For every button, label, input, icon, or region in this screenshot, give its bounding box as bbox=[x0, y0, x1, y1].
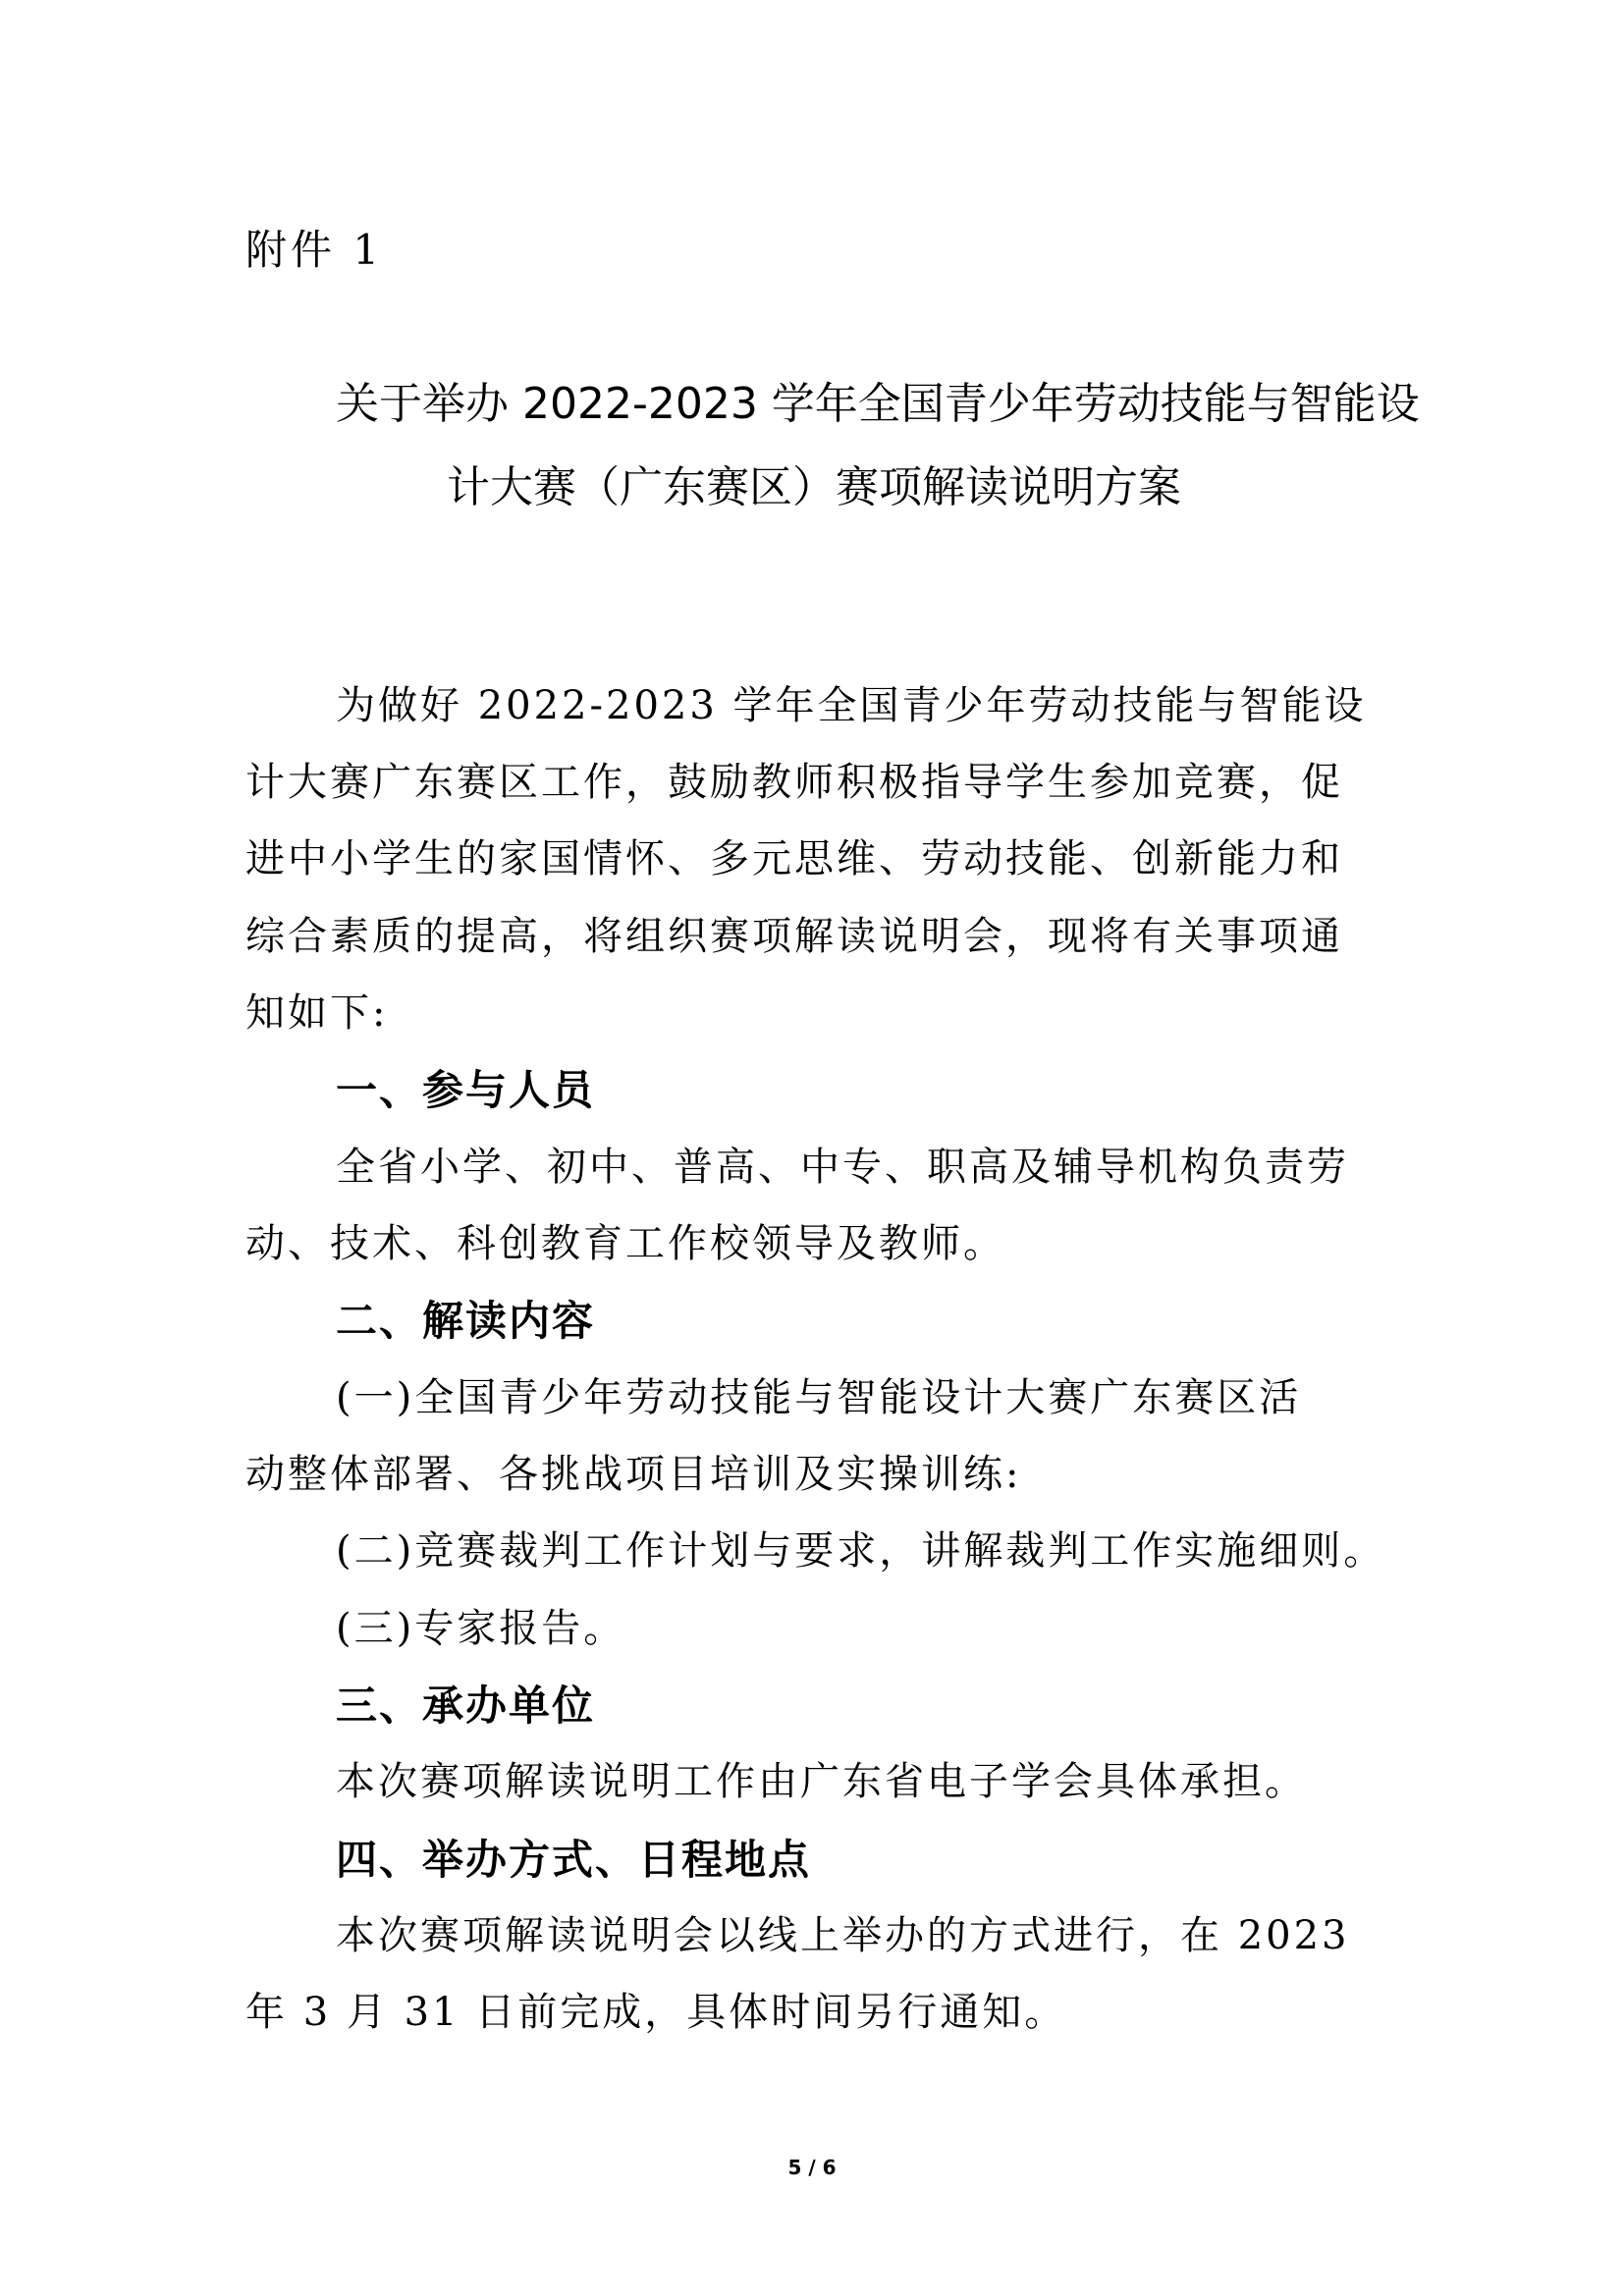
intro-line-1: 为做好 2022-2023 学年全国青少年劳动技能与智能设 bbox=[336, 683, 1367, 728]
section-heading-4: 四、举办方式、日程地点 bbox=[336, 1836, 812, 1884]
section-1-line-1: 全省小学、初中、普高、中专、职高及辅导机构负责劳 bbox=[336, 1145, 1349, 1190]
section-2-line-3: (二)竞赛裁判工作计划与要求，讲解裁判工作实施细则。 bbox=[336, 1528, 1386, 1574]
section-1-line-2: 动、技术、科创教育工作校领导及教师。 bbox=[245, 1221, 1005, 1266]
section-heading-1: 一、参与人员 bbox=[336, 1066, 596, 1114]
section-4-line-2: 年 3 月 31 日前完成，具体时间另行通知。 bbox=[245, 1990, 1067, 2035]
intro-line-3: 进中小学生的家国情怀、多元思维、劳动技能、创新能力和 bbox=[245, 836, 1343, 881]
document-title-line-1: 关于举办 2022-2023 学年全国青少年劳动技能与智能设 bbox=[336, 379, 1420, 429]
section-heading-3: 三、承办单位 bbox=[336, 1682, 596, 1730]
intro-line-5: 知如下: bbox=[245, 990, 389, 1036]
section-3-line-1: 本次赛项解读说明工作由广东省电子学会具体承担。 bbox=[336, 1759, 1307, 1804]
intro-line-4: 综合素质的提高，将组织赛项解读说明会，现将有关事项通 bbox=[245, 914, 1343, 959]
section-2-line-4: (三)专家报告。 bbox=[336, 1606, 626, 1651]
document-title-line-2: 计大赛（广东赛区）赛项解读说明方案 bbox=[447, 462, 1181, 512]
page-number: 5 / 6 bbox=[787, 2156, 837, 2179]
attachment-label: 附件 1 bbox=[245, 226, 384, 274]
section-heading-2: 二、解读内容 bbox=[336, 1297, 596, 1345]
section-2-line-2: 动整体部署、各挑战项目培训及实操训练: bbox=[245, 1452, 1022, 1497]
intro-line-2: 计大赛广东赛区工作，鼓励教师积极指导学生参加竞赛，促 bbox=[245, 760, 1343, 805]
section-2-line-1: (一)全国青少年劳动技能与智能设计大赛广东赛区活 bbox=[336, 1375, 1302, 1420]
section-4-line-1: 本次赛项解读说明会以线上举办的方式进行，在 2023 bbox=[336, 1913, 1350, 1958]
